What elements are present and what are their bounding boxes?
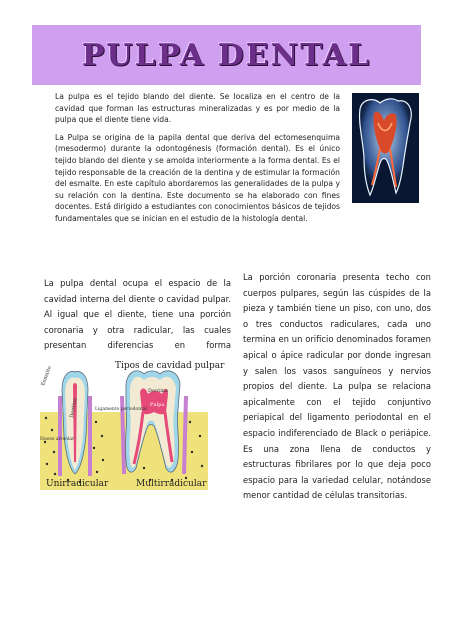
intro-text: [55, 91, 340, 231]
label-hueso: Hueso alveolar: [40, 437, 75, 442]
label-dentina-right: Dentina: [148, 388, 168, 394]
right-column: [243, 270, 431, 504]
diagram-title: Tipos de cavidad pulpar: [115, 361, 225, 371]
label-pulpa: Pulpa: [150, 402, 165, 408]
left-paragraph: La pulpa dental ocupa el espacio de la cavidad interna del diente o cavidad pulpar. Al igual que el diente, tiene una porción coronaria y otra radicular, las cuales presentan diferencias en forma: [44, 278, 231, 351]
label-ligamento: Ligamento periodontal: [95, 407, 148, 412]
intro-paragraph: La pulpa es el tejido blando del diente. Se localiza en el centro de la cavidad que forman las estructuras mineralizadas y es por medio de la pulpa que el diente tiene vida.: [55, 92, 340, 125]
title-banner: [32, 25, 421, 85]
page-title: PULPA DENTAL: [81, 38, 372, 73]
label-multirradicular: Multirradicular: [136, 479, 207, 489]
label-unirradicular: Unirradicular: [46, 479, 109, 489]
right-paragraph: La porción coronaria presenta techo con cuerpos pulpares, según las cúspides de la pieza y también tiene un piso, con uno, dos o tres conductos radiculares, cada uno termina en un orificio denominados foramen apical o ápice radicular por donde ingresan y salen los vasos sanguíneos y nervios propios del diente. La pulpa se relaciona apicalmente con el tejido conjuntivo periapical del ligamento periodontal en el espacio indiferenciado de Black o periápice. Es una zona llena de conductos y estructuras fibrilares por lo que deja poco espacio para la variedad celular, notándose menor cantidad de células transitorias.: [243, 272, 431, 501]
tooth-photo-icon: [352, 93, 419, 203]
label-esmalte: Esmalte: [40, 365, 53, 387]
pulp-cavity-diagram: [40, 356, 225, 490]
tooth-xray-photo: [352, 93, 419, 203]
intro-paragraph: La Pulpa se origina de la papila dental que deriva del ectomesenquima (mesodermo) durante la odontogénesis (formación dental). Es el único tejido blando del diente y se amolda interiormente a la forma dental. Es el tejido responsable de la creación de la dentina y de estimular la formación del esmalte. En este capítulo abordaremos las generalidades de la pulpa y su relación con la dentina. Este documento se ha elaborado con fines docentes. Está dirigido a estudiantes con conocimientos básicos de tejidos fundamentales que se inician en el estudio de la histología dental.: [55, 132, 340, 223]
label-dentina-left: Dentina: [69, 397, 79, 419]
